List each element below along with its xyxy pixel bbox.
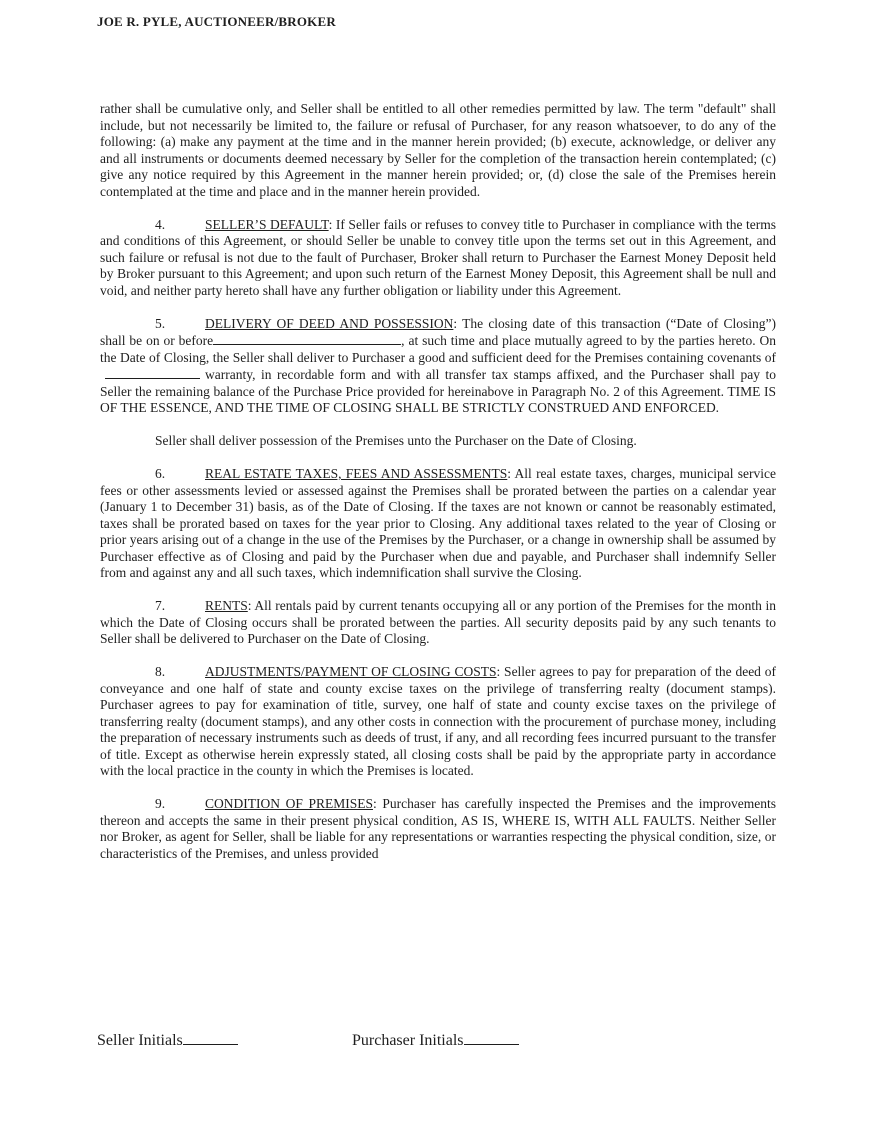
section-number: 5. bbox=[155, 315, 166, 331]
section-number: 8. bbox=[155, 664, 166, 679]
document-body bbox=[100, 101, 776, 879]
purchaser-initials-label: Purchaser Initials bbox=[352, 1032, 464, 1049]
section-7-rents bbox=[100, 598, 776, 648]
seller-initials-blank bbox=[183, 1029, 238, 1045]
initials-footer bbox=[97, 1029, 797, 1051]
section-text: : Seller agrees to pay for preparation of the deed of conveyance and one half of state and county excise taxes on the privilege of transferring realty (document stamps). Purchaser agrees to pay for examination of title, survey, one half of state and county excise taxes on the privilege of transferring realty (document stamps), and any other costs in connection with the procurement of purchase money, including the preparation of necessary instruments such as deeds of trust, if any, and all recording fees incurred pursuant to the transfer of title. Except as otherwise herein expressly stated, all closing costs shall be paid by the appropriate party in accordance with the local practice in the county in which the Premises is located. bbox=[100, 664, 776, 778]
section-8-adjustments-closing-costs bbox=[100, 664, 776, 780]
date-of-closing-blank bbox=[213, 332, 401, 345]
section-text: , at such time and place mutually agreed to by the parties hereto. On the Date of Closing, the Seller shall deliver to Purchaser a good and sufficient deed for the Premises containing covenants of bbox=[100, 333, 777, 365]
document-header-title: JOE R. PYLE, AUCTIONEER/BROKER bbox=[97, 14, 336, 29]
possession-text: Seller shall deliver possession of the Premises unto the Purchaser on the Date of Closing. bbox=[155, 433, 637, 448]
section-heading: REAL ESTATE TAXES, FEES AND ASSESSMENTS bbox=[205, 466, 508, 481]
section-text: warranty, in recordable form and with all transfer tax stamps affixed, and the Purchaser shall pay to Seller the remaining balance of the Purchase Price provided for hereinabove in Paragraph No. 2 of this Agreement. TIME IS OF THE ESSENCE, AND THE TIME OF CLOSING SHALL BE STRICTLY CONSTRUED AND ENFORCED. bbox=[100, 367, 776, 415]
section-number: 9. bbox=[155, 796, 166, 811]
section-text: : All rentals paid by current tenants occupying all or any portion of the Premises for the month in which the Date of Closing occurs shall be prorated between the parties. All security deposits paid by any such tenants to Seller shall be delivered to Purchaser on the Date of Closing. bbox=[100, 598, 776, 646]
section-5-delivery-of-deed bbox=[100, 316, 776, 417]
section-text: : The closing date of this transaction (“Date of Closing”) shall be on or before bbox=[100, 315, 776, 348]
section-number: 7. bbox=[155, 598, 166, 613]
section-number: 4. bbox=[155, 216, 166, 232]
section-9-condition-of-premises bbox=[100, 796, 776, 862]
section-text: : If Seller fails or refuses to convey title to Purchaser in compliance with the terms and conditions of this Agreement, or should Seller be unable to convey title upon the terms set out in this Agreement, and such failure or refusal is not due to the fault of Purchaser, Broker shall return to Purchaser the Earnest Money Deposit held by Broker pursuant to this Agreement; and upon such return of the Earnest Money Deposit, this Agreement shall be null and void, and neither party hereto shall have any further obligation or liability under this Agreement. bbox=[100, 216, 776, 298]
possession-paragraph bbox=[100, 433, 776, 450]
warranty-type-blank bbox=[105, 366, 200, 379]
paragraph-default-continuation: rather shall be cumulative only, and Seller shall be entitled to all other remedies permitted by law. The term "default" shall include, but not necessarily be limited to, the failure or refusal of Purchaser, for any reason whatsoever, to do any of the following: (a) make any payment at the time and in the manner herein provided; (b) execute, acknowledge, or deliver any and all instruments or documents deemed necessary by Seller for the completion of the transaction herein contemplated; (c) give any notice required by this Agreement in the manner herein provided; or, (d) close the sale of the Premises herein contemplated at the time and place and in the manner herein provided. bbox=[100, 101, 776, 199]
section-4-sellers-default bbox=[100, 217, 776, 300]
section-heading: SELLER’S DEFAULT bbox=[205, 216, 329, 232]
seller-initials-group bbox=[97, 1029, 238, 1051]
section-6-real-estate-taxes bbox=[100, 466, 776, 582]
section-text: : Purchaser has carefully inspected the Premises and the improvements thereon and accepts the same in their present physical condition, AS IS, WHERE IS, WITH ALL FAULTS. Neither Seller nor Broker, as agent for Seller, shall be liable for any representations or warranties respecting the physical condition, size, or characteristics of the Premises, and unless provided bbox=[100, 796, 776, 861]
section-heading: RENTS bbox=[205, 598, 248, 613]
section-heading: DELIVERY OF DEED AND POSSESSION bbox=[205, 315, 454, 331]
purchaser-initials-blank bbox=[464, 1029, 519, 1045]
section-number: 6. bbox=[155, 466, 166, 481]
section-heading: ADJUSTMENTS/PAYMENT OF CLOSING COSTS bbox=[205, 664, 497, 679]
section-text: : All real estate taxes, charges, municipal service fees or other assessments levied or assessed against the Premises shall be prorated between the parties on a calendar year (January 1 to December 31) basis, as of the Date of Closing. If the taxes are not known or cannot be reasonably estimated, taxes shall be prorated based on taxes for the year prior to Closing. Any additional taxes related to the year of Closing or prior years arising out of a change in the use of the Premises by the Purchaser, or a change in ownership shall be assumed by Purchaser effective as of Closing and paid by the Purchaser when due and payable, and Purchaser shall indemnify Seller from and against any and all such taxes, which indemnification shall survive the Closing. bbox=[100, 466, 776, 580]
purchaser-initials-group bbox=[352, 1029, 519, 1051]
seller-initials-label: Seller Initials bbox=[97, 1032, 183, 1049]
section-heading: CONDITION OF PREMISES bbox=[205, 796, 374, 811]
